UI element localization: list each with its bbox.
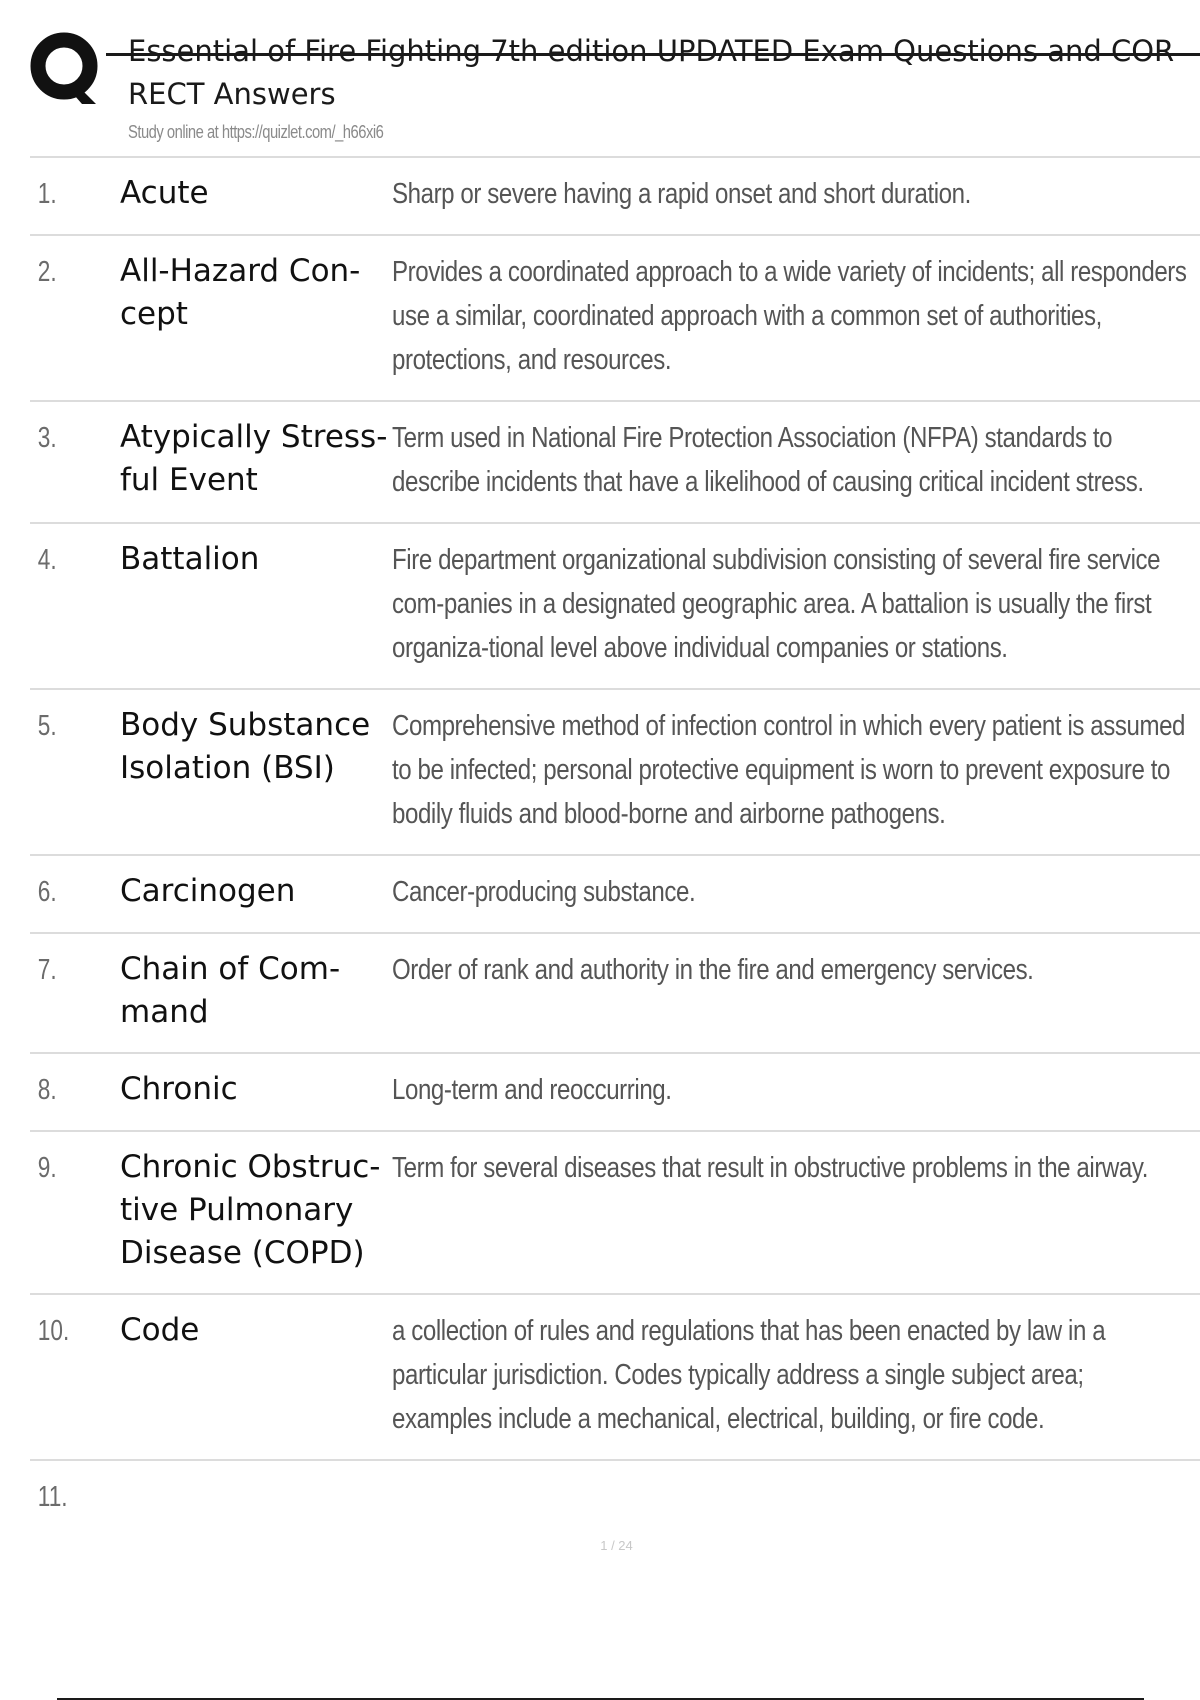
term-row <box>30 690 1200 856</box>
term-number: 4. <box>37 544 57 576</box>
quizlet-logo-icon <box>30 30 106 112</box>
term-definition <box>392 538 1200 670</box>
term-row <box>30 158 1200 236</box>
term-row <box>30 1054 1200 1132</box>
term-definition-text: a collection of rules and regulations that has been enacted by law in a particular jurisdiction. Codes typically address a single subject area; examples include a mechanical, electrical, building, or fire code. <box>392 1315 1106 1435</box>
term-number: 9. <box>37 1152 57 1184</box>
term-number: 6. <box>37 876 57 908</box>
document-title-line-2: RECT Answers <box>128 77 336 111</box>
term-number: 10. <box>37 1315 70 1347</box>
term-definition <box>392 704 1200 836</box>
term-definition <box>392 948 1200 1034</box>
term-word: Acute <box>120 175 209 211</box>
document-title <box>128 30 1200 116</box>
term-word: All-Hazard Con-cept <box>120 253 361 332</box>
terms-list <box>30 156 1200 1537</box>
term-word: Body Substance Isolation (BSI) <box>120 707 371 786</box>
term-definition-text: Cancer-producing substance. <box>392 876 696 908</box>
term-word: Chain of Com-mand <box>120 951 341 1030</box>
page-number: 1 / 24 <box>600 1538 633 1553</box>
term-definition-text: Sharp or severe having a rapid onset and short duration. <box>392 178 971 210</box>
term-definition-text: Comprehensive method of infection control in which every patient is assumed to be infected; personal protective equipment is worn to prevent exposure to bodily fluids and blood-borne and airborne pathogens. <box>392 710 1186 830</box>
term-row <box>30 1461 1200 1537</box>
term-word: Code <box>120 1312 200 1348</box>
term-word <box>120 1475 392 1519</box>
term-word: Carcinogen <box>120 873 296 909</box>
term-definition <box>392 172 1200 216</box>
term-row <box>30 1295 1200 1461</box>
term-number: 1. <box>37 178 57 210</box>
term-row <box>30 524 1200 690</box>
term-number: 2. <box>37 256 57 288</box>
term-definition <box>392 1146 1200 1275</box>
term-row <box>30 236 1200 402</box>
term-word: Atypically Stress-ful Event <box>120 419 388 498</box>
term-definition-text: Long-term and reoccurring. <box>392 1074 672 1106</box>
term-definition-text: Fire department organizational subdivision consisting of several fire service com-panies in a designated geographic area. A battalion is usually the first organiza-tional level above individual companies or stations. <box>392 544 1161 664</box>
term-word: Battalion <box>120 541 260 577</box>
study-online-link[interactable]: Study online at https://quizlet.com/_h66xi6 <box>128 122 384 142</box>
term-definition <box>392 416 1200 504</box>
term-row <box>30 402 1200 524</box>
term-word: Chronic <box>120 1071 238 1107</box>
term-definition <box>392 870 1200 914</box>
term-number: 7. <box>37 954 57 986</box>
term-definition-text: Order of rank and authority in the fire and emergency services. <box>392 954 1034 986</box>
term-definition-text: Term used in National Fire Protection Association (NFPA) standards to describe incidents that have a likelihood of causing critical incident stress. <box>392 422 1144 498</box>
term-row <box>30 1132 1200 1295</box>
term-definition-text: Provides a coordinated approach to a wide variety of incidents; all responders use a similar, coordinated approach with a common set of authorities, protections, and resources. <box>392 256 1187 376</box>
term-definition <box>392 1309 1200 1441</box>
term-row <box>30 934 1200 1054</box>
term-definition <box>392 250 1200 382</box>
term-number: 8. <box>37 1074 57 1106</box>
term-number: 3. <box>37 422 57 454</box>
document-title-line-1: Essential of Fire Fighting 7th edition UPDATED Exam Questions and COR <box>128 34 1175 68</box>
term-number: 5. <box>37 710 57 742</box>
term-definition <box>392 1068 1200 1112</box>
term-word: Chronic Obstruc-tive Pulmonary Disease (COPD) <box>120 1149 381 1271</box>
term-definition <box>392 1475 1200 1519</box>
term-definition-text: Term for several diseases that result in obstructive problems in the airway. <box>392 1152 1148 1184</box>
term-number: 11. <box>37 1481 68 1513</box>
term-row <box>30 856 1200 934</box>
